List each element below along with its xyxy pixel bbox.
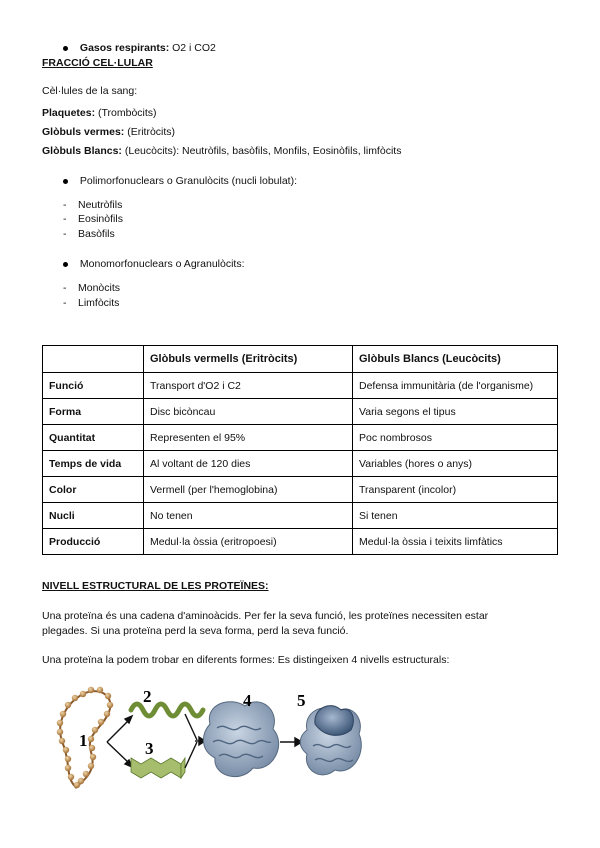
figure-label-3: 3 xyxy=(145,739,154,758)
table-row xyxy=(43,373,558,399)
line-globuls-blancs xyxy=(42,145,401,157)
table-row xyxy=(43,503,558,529)
line-plaquetes xyxy=(42,107,157,119)
gasos-label: Gasos respirants: xyxy=(79,42,170,54)
table-header-row xyxy=(43,346,558,373)
figure-label-5: 5 xyxy=(297,691,306,710)
bullet-dot-icon xyxy=(63,262,68,267)
alpha-helix xyxy=(131,704,203,716)
group1-item: Basòfils xyxy=(78,228,115,240)
section1-intro: Cèl·lules de la sang: xyxy=(42,85,138,97)
table-cell: Medul·la òssia (eritropoesi) xyxy=(144,529,353,555)
quaternary-structure xyxy=(300,706,361,775)
table-cell: Quantitat xyxy=(43,425,144,451)
dash-icon: - xyxy=(63,213,67,225)
section1-title: FRACCIÓ CEL·LULAR xyxy=(42,57,153,69)
blood-cells-table xyxy=(42,345,558,555)
table-cell: Vermell (per l'hemoglobina) xyxy=(144,477,353,503)
table-cell: Medul·la òssia i teixits limfàtics xyxy=(353,529,558,555)
figure-label-1: 1 xyxy=(79,731,88,750)
plaquetes-value: (Trombòcits) xyxy=(95,107,157,119)
group2-item: Monòcits xyxy=(78,282,121,294)
group1-title: Polimorfonuclears o Granulòcits (nucli lobulat): xyxy=(79,175,298,187)
table-cell: Temps de vida xyxy=(43,451,144,477)
globuls-vermes-label: Glòbuls vermes: xyxy=(42,126,125,138)
table-cell: Defensa immunitària (de l'organisme) xyxy=(353,373,558,399)
group2-item: Limfòcits xyxy=(78,297,120,309)
bullet-gasos xyxy=(63,42,216,54)
table-row xyxy=(43,477,558,503)
merge-arrows xyxy=(185,714,205,768)
group1-item: Neutròfils xyxy=(78,199,123,211)
group1-item: Eosinòfils xyxy=(78,213,123,225)
table-cell: Producció xyxy=(43,529,144,555)
table-cell: Variables (hores o anys) xyxy=(353,451,558,477)
protein-structure-figure xyxy=(45,684,365,794)
table-cell: Disc bicòncau xyxy=(144,399,353,425)
table-cell: Nucli xyxy=(43,503,144,529)
section2-title: NIVELL ESTRUCTURAL DE LES PROTEÏNES: xyxy=(42,580,269,592)
section2-para1-line1: Una proteïna és una cadena d'aminoàcids. Per fer la seva funció, les proteïnes necessiten estar xyxy=(42,610,489,622)
table-header-cell: Glòbuls Blancs (Leucòcits) xyxy=(353,346,558,373)
table-row xyxy=(43,529,558,555)
table-cell: Transport d'O2 i C2 xyxy=(144,373,353,399)
table-header-cell: Glòbuls vermells (Eritròcits) xyxy=(144,346,353,373)
table-cell: Al voltant de 120 dies xyxy=(144,451,353,477)
table-row xyxy=(43,451,558,477)
plaquetes-label: Plaquetes: xyxy=(42,107,96,119)
table-row xyxy=(43,399,558,425)
section2-para1-line2: plegades. Si una proteïna perd la seva forma, perd la seva funció. xyxy=(42,625,349,637)
table-cell: Forma xyxy=(43,399,144,425)
section2-para2: Una proteïna la podem trobar en diferents formes: Es distingeixen 4 nivells estructurals: xyxy=(42,654,450,666)
table-header-cell xyxy=(43,346,144,373)
dash-icon: - xyxy=(63,199,67,211)
table-cell: Color xyxy=(43,477,144,503)
group2-title: Monomorfonuclears o Agranulòcits: xyxy=(79,258,245,270)
group2-bullet xyxy=(63,258,245,270)
table-row xyxy=(43,425,558,451)
figure-label-4: 4 xyxy=(243,691,252,710)
dash-icon: - xyxy=(63,228,67,240)
table-cell: Poc nombrosos xyxy=(353,425,558,451)
beta-sheet xyxy=(131,758,185,778)
table-cell: No tenen xyxy=(144,503,353,529)
table-cell: Transparent (incolor) xyxy=(353,477,558,503)
bullet-dot-icon xyxy=(63,179,68,184)
table-cell: Si tenen xyxy=(353,503,558,529)
group1-bullet xyxy=(63,175,297,187)
branch-arrows xyxy=(107,716,132,767)
dash-icon: - xyxy=(63,297,67,309)
bullet-dot-icon xyxy=(63,46,68,51)
tertiary-structure xyxy=(203,702,278,777)
table-cell: Representen el 95% xyxy=(144,425,353,451)
gasos-value: O2 i CO2 xyxy=(169,42,216,54)
globuls-blancs-value: (Leucòcits): Neutròfils, basòfils, Monfils, Eosinòfils, limfòcits xyxy=(121,145,402,157)
globuls-vermes-value: (Eritròcits) xyxy=(124,126,176,138)
globuls-blancs-label: Glòbuls Blancs: xyxy=(42,145,122,157)
line-globuls-vermes xyxy=(42,126,175,138)
table-cell: Varia segons el tipus xyxy=(353,399,558,425)
table-cell: Funció xyxy=(43,373,144,399)
arrow-to-quaternary xyxy=(280,738,302,746)
dash-icon: - xyxy=(63,282,67,294)
figure-label-2: 2 xyxy=(143,687,152,706)
